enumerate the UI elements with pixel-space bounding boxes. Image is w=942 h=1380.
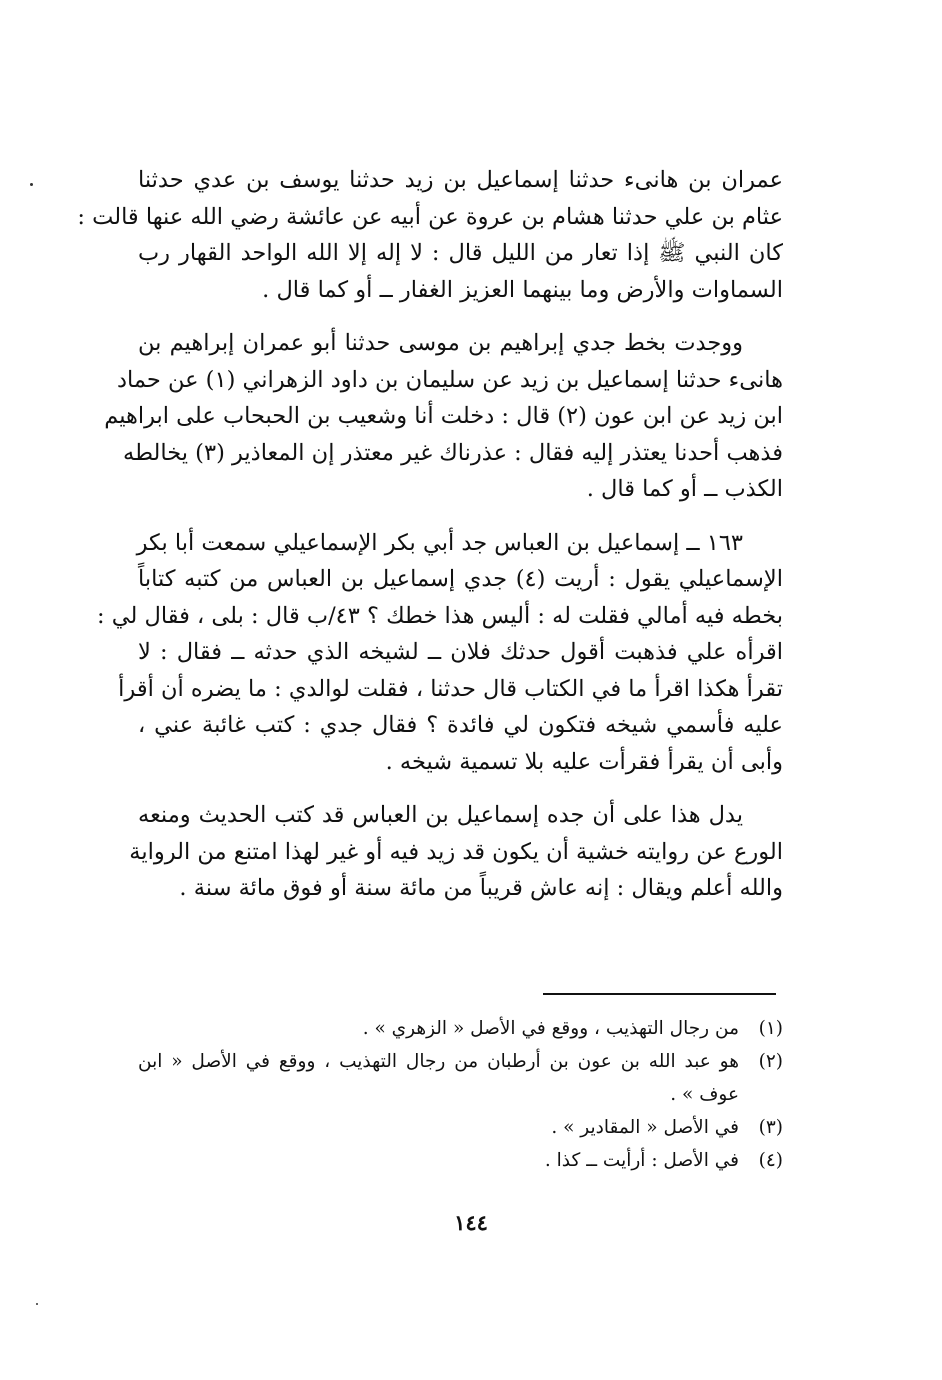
- footnote-number: (١): [758, 1018, 783, 1039]
- text-line: عليه فأسمي شيخه فتكون لي فائدة ؟ فقال جدي : كتب غائبة عني ،: [138, 712, 783, 738]
- text-line: كان النبي ﷺ إذا تعار من الليل قال : لا إله إلا الله الواحد القهار رب: [138, 240, 783, 266]
- text-line: ووجدت بخط جدي إبراهيم بن موسى حدثنا أبو عمران إبراهيم بن: [138, 330, 743, 356]
- text-line: يدل هذا على أن جده إسماعيل بن العباس قد كتب الحديث ومنعه: [138, 802, 743, 828]
- paragraph-4: [129, 797, 783, 907]
- text-line: في الأصل : أرأيت ــ كذا .: [544, 1150, 739, 1171]
- text-line: والله أعلم ويقال : إنه عاش قريباً من مائة سنة أو فوق مائة سنة .: [179, 875, 783, 901]
- footnote-separator: [543, 993, 776, 995]
- footnote-text: [138, 1144, 739, 1177]
- text-line: تقرأ هكذا اقرأ ما في الكتاب قال حدثنا ، فقلت لوالدي : ما يضره أن أقرأ: [118, 675, 783, 702]
- footnote-1: [138, 1012, 783, 1045]
- scan-speck: [30, 183, 33, 186]
- text-line: هانىء حدثنا إسماعيل بن زيد عن سليمان بن داود الزهراني (١) عن حماد: [117, 366, 783, 393]
- footnote-number: (٤): [758, 1150, 783, 1171]
- footnote-2: [138, 1045, 783, 1111]
- footnote-text: [138, 1012, 739, 1045]
- text-line: الورع عن روايته خشية أن يكون قد زيد فيه أو غير لهذا امتنع من الرواية: [129, 838, 783, 865]
- footnote-text: [138, 1111, 739, 1144]
- footnote-text: [138, 1045, 739, 1111]
- text-line: ١٦٣ ــ إسماعيل بن العباس جد أبي بكر الإسماعيلي سمعت أبا بكر: [136, 529, 743, 556]
- main-text: [77, 162, 783, 907]
- text-line: وأبى أن يقرأ فقرأت عليه بلا تسمية شيخه .: [385, 748, 783, 775]
- footnote-4: [138, 1144, 783, 1177]
- footnote-3: [138, 1111, 783, 1144]
- text-line: عوف » .: [670, 1084, 739, 1105]
- footnote-number: (٣): [758, 1117, 783, 1138]
- text-line: بخطه فيه أمالي فقلت له : أليس هذا خطك ؟ ٤٣/ب قال : بلى ، فقال لي :: [97, 602, 783, 629]
- footnote-number: (٢): [758, 1051, 783, 1072]
- text-line: من رجال التهذيب ، ووقع في الأصل « الزهري » .: [362, 1018, 739, 1039]
- text-line: السماوات والأرض وما بينهما العزيز الغفار ــ أو كما قال .: [262, 276, 783, 303]
- paragraph-1: [77, 162, 783, 308]
- scan-speck: [36, 1303, 38, 1305]
- paragraph-2: [104, 325, 783, 508]
- text-line: عمران بن هانىء حدثنا إسماعيل بن زيد حدثنا يوسف بن عدي حدثنا: [138, 167, 783, 193]
- text-line: هو عبد الله بن عون بن أرطبان من رجال التهذيب ، ووقع في الأصل « ابن: [138, 1051, 739, 1072]
- text-line: ابن زيد عن ابن عون (٢) قال : دخلت أنا وشعيب بن الحبحاب على ابراهيم: [104, 403, 783, 429]
- text-line: فذهب أحدنا يعتذر إليه فقال : عذرناك غير معتذر إن المعاذير (٣) يخالطه: [123, 439, 783, 466]
- text-line: الكذب ــ أو كما قال .: [586, 476, 783, 502]
- paragraph-3-entry-163: [97, 525, 783, 781]
- footnotes: [138, 1012, 783, 1177]
- text-line: في الأصل « المقادير » .: [551, 1117, 739, 1138]
- text-line: الإسماعيلي يقول : أريت (٤) جدي إسماعيل بن العباس من كتبه كتاباً: [138, 566, 783, 592]
- text-line: عثام بن علي حدثنا هشام بن عروة عن أبيه عن عائشة رضي الله عنها قالت :: [77, 203, 783, 230]
- text-line: اقرأه علي فذهبت أقول حدثك فلان ــ لشيخه الذي حدثه ــ فقال : لا: [138, 639, 783, 665]
- page-number: ١٤٤: [454, 1210, 488, 1235]
